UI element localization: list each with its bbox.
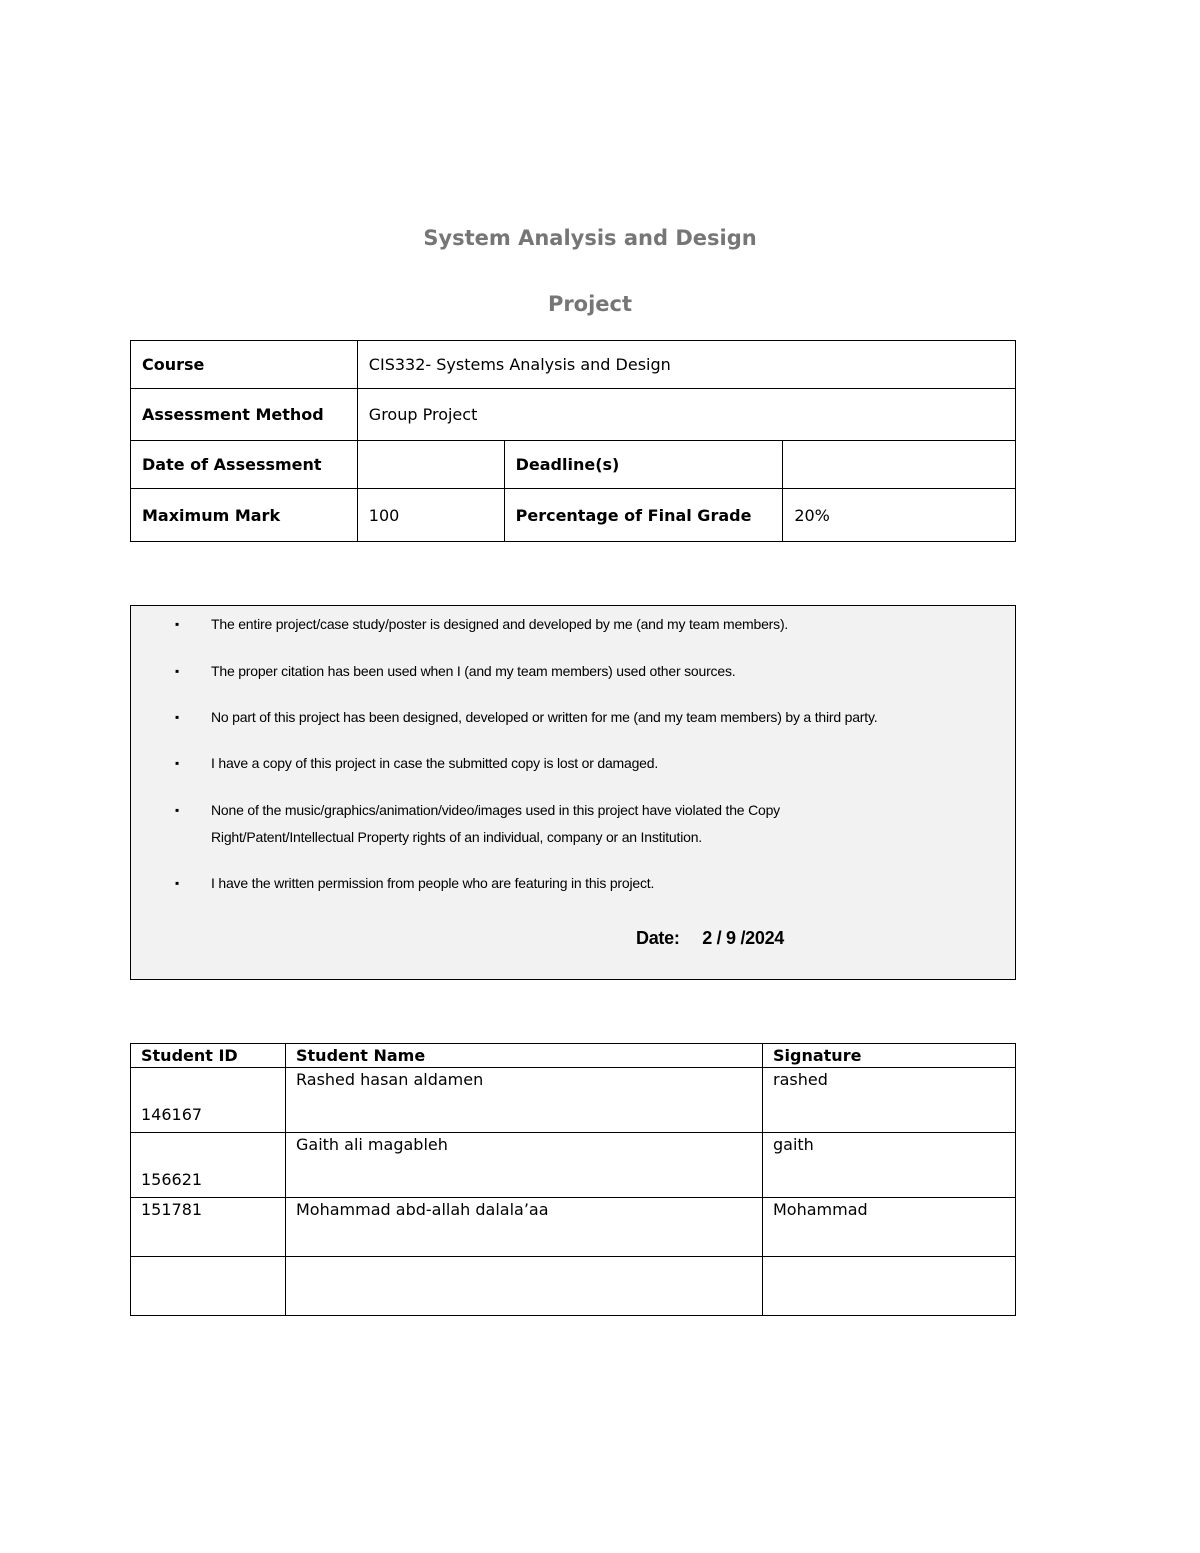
student-name-cell: Gaith ali magableh [286, 1133, 763, 1198]
student-name-cell [286, 1257, 763, 1316]
list-item [175, 658, 1001, 685]
table-row [131, 441, 1016, 489]
student-name-cell: Rashed hasan aldamen [286, 1068, 763, 1133]
assessment-method-label: Assessment Method [131, 389, 358, 441]
deadline-value [783, 441, 1016, 489]
date-of-assessment-value [357, 441, 504, 489]
date-label: Date: [636, 928, 680, 948]
student-name-cell: Mohammad abd-allah dalala’aa [286, 1198, 763, 1257]
table-row [131, 1133, 1016, 1198]
declaration-text: I have the written permission from people who are featuring in this project. [211, 875, 655, 891]
declaration-text: No part of this project has been designed, developed or written for me (and my team members) by a third party. [211, 709, 878, 725]
list-item [175, 704, 1001, 731]
declaration-text: None of the music/graphics/animation/video/images used in this project have violated the Copy Right/Patent/Intellectual Property rights of an individual, company or an Institution. [211, 802, 780, 845]
table-row [131, 389, 1016, 441]
header-student-name: Student Name [286, 1044, 763, 1068]
bullet-icon: ▪ [175, 664, 180, 678]
signature-cell: gaith [763, 1133, 1016, 1198]
header-student-id: Student ID [131, 1044, 286, 1068]
document-subtitle: Project [547, 292, 633, 316]
bullet-icon: ▪ [175, 756, 180, 770]
bullet-icon: ▪ [175, 803, 180, 817]
maximum-mark-label: Maximum Mark [131, 489, 358, 542]
assessment-method-value: Group Project [357, 389, 1015, 441]
list-item [175, 611, 1001, 638]
document-title: System Analysis and Design [423, 226, 757, 250]
student-id-cell: 156621 [131, 1133, 286, 1198]
declaration-box [130, 605, 1016, 980]
table-header-row [131, 1044, 1016, 1068]
signature-cell: Mohammad [763, 1198, 1016, 1257]
list-item [175, 870, 1001, 897]
date-of-assessment-label: Date of Assessment [131, 441, 358, 489]
table-row [131, 341, 1016, 389]
maximum-mark-value: 100 [357, 489, 504, 542]
bullet-icon: ▪ [175, 617, 180, 631]
table-row [131, 1257, 1016, 1316]
header-signature: Signature [763, 1044, 1016, 1068]
percentage-final-grade-label: Percentage of Final Grade [504, 489, 783, 542]
student-id-cell: 151781 [131, 1198, 286, 1257]
declaration-date [636, 928, 784, 949]
declaration-text: The proper citation has been used when I (and my team members) used other sources. [211, 663, 736, 679]
signature-cell: rashed [763, 1068, 1016, 1133]
assessment-info-table [130, 340, 1016, 542]
deadline-label: Deadline(s) [504, 441, 783, 489]
bullet-icon: ▪ [175, 710, 180, 724]
table-row [131, 489, 1016, 542]
students-table [130, 1043, 1016, 1316]
student-id-cell: 146167 [131, 1068, 286, 1133]
percentage-final-grade-value: 20% [783, 489, 1016, 542]
table-row [131, 1198, 1016, 1257]
bullet-icon: ▪ [175, 876, 180, 890]
student-id-cell [131, 1257, 286, 1316]
table-row [131, 1068, 1016, 1133]
date-value: 2 / 9 /2024 [702, 928, 784, 948]
course-value: CIS332- Systems Analysis and Design [357, 341, 1015, 389]
signature-cell [763, 1257, 1016, 1316]
list-item [175, 797, 891, 851]
declaration-text: I have a copy of this project in case the submitted copy is lost or damaged. [211, 755, 659, 771]
declaration-text: The entire project/case study/poster is designed and developed by me (and my team members). [211, 616, 789, 632]
list-item [175, 750, 1001, 777]
course-label: Course [131, 341, 358, 389]
